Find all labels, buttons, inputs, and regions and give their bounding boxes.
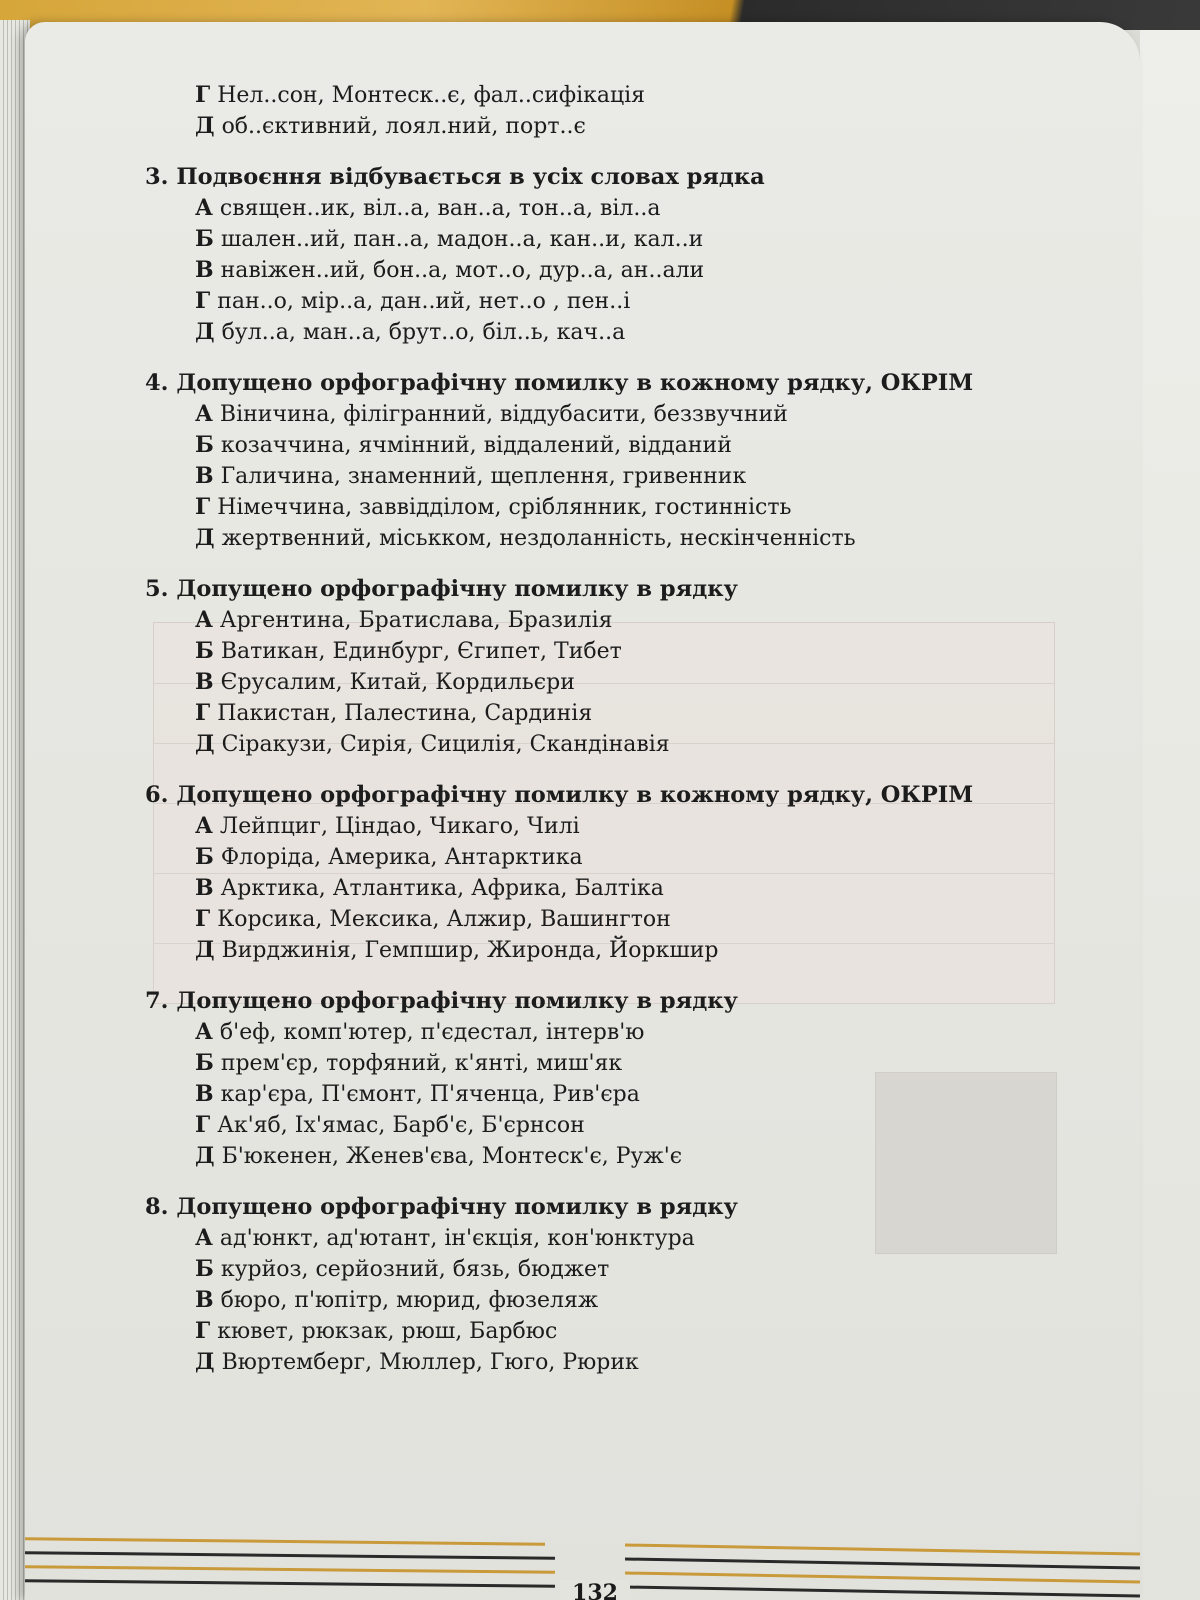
option-letter: Д <box>195 113 215 139</box>
option-letter: Б <box>195 1256 214 1282</box>
question-title: 4. Допущено орфографічну помилку в кожному рядку, ОКРІМ <box>145 370 974 396</box>
bleed-through-text <box>715 52 1075 82</box>
option-text: навіжен..ий, бон..а, мот..о, дур..а, ан..али <box>220 258 705 283</box>
option-row <box>145 1347 1045 1378</box>
option-row <box>145 430 1045 461</box>
option-text: Сіракузи, Сирія, Сицилія, Скандінавія <box>221 732 670 757</box>
option-letter: Д <box>195 1143 215 1169</box>
option-row <box>145 842 1045 873</box>
page-content <box>145 80 1045 1378</box>
option-letter: Б <box>195 844 214 870</box>
option-row <box>145 111 1045 142</box>
option-text: Арктика, Атлантика, Африка, Балтіка <box>220 876 664 901</box>
option-text: Вюртемберг, Мюллер, Гюго, Рюрик <box>221 1350 639 1375</box>
option-text: Нел..сон, Монтеск..є, фал..сифікація <box>217 83 646 108</box>
question-title: 8. Допущено орфографічну помилку в рядку <box>145 1194 738 1220</box>
option-row <box>145 1223 1045 1254</box>
option-row <box>145 1048 1045 1079</box>
page-number: 132 <box>560 1580 630 1600</box>
option-row <box>145 636 1045 667</box>
option-row <box>145 523 1045 554</box>
option-text: пан..о, мір..а, дан..ий, нет..о , пен..і <box>217 289 631 314</box>
option-letter: Б <box>195 638 214 664</box>
question-block <box>145 1192 1045 1378</box>
option-row <box>145 1079 1045 1110</box>
option-letter: Б <box>195 1050 214 1076</box>
option-text: Корсика, Мексика, Алжир, Вашингтон <box>217 907 671 932</box>
option-text: б'еф, комп'ютер, п'єдестал, інтерв'ю <box>219 1020 645 1045</box>
option-letter: Г <box>195 1318 211 1344</box>
question-title: 3. Подвоєння відбувається в усіх словах рядка <box>145 164 765 190</box>
option-text: Аргентина, Братислава, Бразилія <box>219 608 613 633</box>
option-row <box>145 1141 1045 1172</box>
option-text: Б'юкенен, Женев'єва, Монтеск'є, Руж'є <box>221 1144 683 1169</box>
option-letter: Д <box>195 937 215 963</box>
option-letter: Г <box>195 494 211 520</box>
option-text: Єрусалим, Китай, Кордильєри <box>220 670 575 695</box>
question-block <box>145 574 1045 760</box>
option-letter: В <box>195 257 214 283</box>
option-text: священ..ик, віл..а, ван..а, тон..а, віл..а <box>219 196 661 221</box>
page-footer <box>25 1540 1140 1600</box>
option-letter: Д <box>195 1349 215 1375</box>
option-letter: Д <box>195 525 215 551</box>
option-letter: В <box>195 463 214 489</box>
option-letter: А <box>195 401 213 427</box>
option-text: козаччина, ячмінний, віддалений, відданий <box>220 433 732 458</box>
option-text: бюро, п'юпітр, мюрид, фюзеляж <box>220 1288 599 1313</box>
option-letter: Г <box>195 906 211 932</box>
question-title: 7. Допущено орфографічну помилку в рядку <box>145 988 738 1014</box>
option-row <box>145 492 1045 523</box>
option-row <box>145 729 1045 760</box>
continued-options <box>145 80 1045 142</box>
option-row <box>145 461 1045 492</box>
option-row <box>145 904 1045 935</box>
option-text: Вирджинія, Гемпшир, Жиронда, Йоркшир <box>221 938 719 963</box>
option-row <box>145 1285 1045 1316</box>
question-list <box>145 162 1045 1378</box>
option-text: Галичина, знаменний, щеплення, гривенник <box>220 464 747 489</box>
option-text: шален..ий, пан..а, мадон..а, кан..и, кал..и <box>220 227 704 252</box>
option-letter: Д <box>195 731 215 757</box>
question-block <box>145 780 1045 966</box>
option-text: Лейпциг, Ціндао, Чикаго, Чилі <box>219 814 580 839</box>
option-row <box>145 193 1045 224</box>
option-row <box>145 935 1045 966</box>
option-letter: Г <box>195 288 211 314</box>
option-letter: А <box>195 1019 213 1045</box>
question-block <box>145 986 1045 1172</box>
option-row <box>145 224 1045 255</box>
option-text: Ак'яб, Іх'ямас, Барб'є, Б'єрнсон <box>217 1113 585 1138</box>
option-text: Німеччина, заввідділом, сріблянник, гостинність <box>217 495 792 520</box>
option-row <box>145 1110 1045 1141</box>
option-row <box>145 1254 1045 1285</box>
option-row <box>145 1316 1045 1347</box>
option-text: ад'юнкт, ад'ютант, ін'єкція, кон'юнктура <box>219 1226 695 1251</box>
option-row <box>145 1017 1045 1048</box>
option-letter: Б <box>195 432 214 458</box>
option-row <box>145 605 1045 636</box>
option-letter: В <box>195 1287 214 1313</box>
option-letter: А <box>195 813 213 839</box>
option-letter: Г <box>195 82 211 108</box>
option-text: жертвенний, міськком, нездоланність, нескінченність <box>221 526 856 551</box>
option-row <box>145 286 1045 317</box>
option-row <box>145 811 1045 842</box>
option-letter: А <box>195 195 213 221</box>
option-text: об..єктивний, лоял.ний, порт..є <box>221 114 586 139</box>
option-text: кювет, рюкзак, рюш, Барбюс <box>217 1319 558 1344</box>
option-letter: Г <box>195 1112 211 1138</box>
option-text: прем'єр, торфяний, к'янті, миш'як <box>220 1051 623 1076</box>
option-row <box>145 255 1045 286</box>
option-letter: В <box>195 875 214 901</box>
option-text: Флоріда, Америка, Антарктика <box>220 845 583 870</box>
option-text: Пакистан, Палестина, Сардинія <box>217 701 593 726</box>
option-text: бул..а, ман..а, брут..о, біл..ь, кач..а <box>221 320 626 345</box>
option-row <box>145 667 1045 698</box>
option-text: Віничина, філігранний, віддубасити, беззвучний <box>219 402 788 427</box>
book-page <box>25 22 1140 1600</box>
option-row <box>145 80 1045 111</box>
option-letter: Д <box>195 319 215 345</box>
option-letter: А <box>195 1225 213 1251</box>
option-text: кар'єра, П'ємонт, П'яченца, Рив'єра <box>220 1082 640 1107</box>
option-letter: А <box>195 607 213 633</box>
option-row <box>145 399 1045 430</box>
question-block <box>145 368 1045 554</box>
option-letter: Б <box>195 226 214 252</box>
question-block <box>145 162 1045 348</box>
question-title: 6. Допущено орфографічну помилку в кожному рядку, ОКРІМ <box>145 782 974 808</box>
option-row <box>145 317 1045 348</box>
option-text: курйоз, серйозний, бязь, бюджет <box>220 1257 610 1282</box>
option-letter: Г <box>195 700 211 726</box>
option-text: Ватикан, Единбург, Єгипет, Тибет <box>220 639 622 664</box>
option-letter: В <box>195 1081 214 1107</box>
question-title: 5. Допущено орфографічну помилку в рядку <box>145 576 738 602</box>
option-row <box>145 873 1045 904</box>
option-letter: В <box>195 669 214 695</box>
option-row <box>145 698 1045 729</box>
